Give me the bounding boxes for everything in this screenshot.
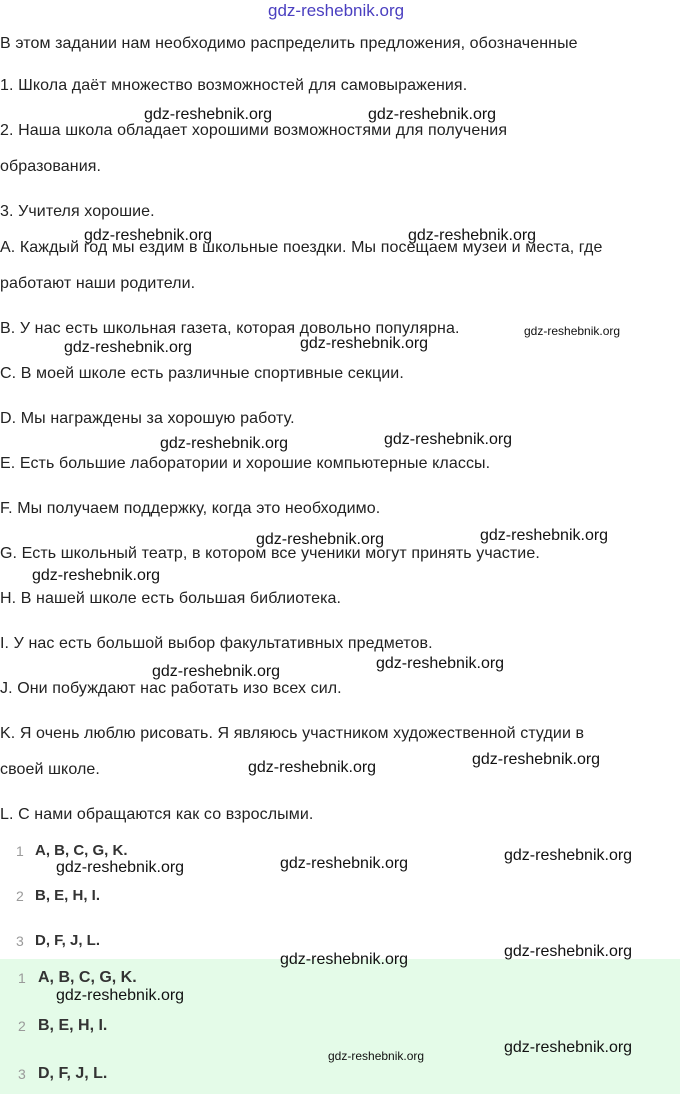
answer-number: 3 — [18, 1066, 26, 1082]
sentence-i: I. У нас есть большой выбор факультативных предметов. — [0, 635, 433, 652]
sentence-b: B. У нас есть школьная газета, которая довольно популярна. — [0, 320, 460, 337]
watermark: gdz-reshebnik.org — [368, 106, 497, 123]
sentence-k: K. Я очень люблю рисовать. Я являюсь участником художественной студии в — [0, 725, 585, 742]
intro-text: В этом задании нам необходимо распределить предложения, обозначенные — [0, 35, 578, 52]
watermark: gdz-reshebnik.org — [472, 751, 601, 768]
watermark: gdz-reshebnik.org — [56, 859, 185, 876]
watermark: gdz-reshebnik.org — [280, 951, 409, 968]
statement-2-cont: образования. — [0, 158, 102, 175]
answer-number: 2 — [16, 888, 24, 904]
watermark: gdz-reshebnik.org — [280, 855, 409, 872]
watermark: gdz-reshebnik.org — [256, 531, 385, 548]
sentence-l: L. С нами обращаются как со взрослыми. — [0, 806, 314, 823]
sentence-k-cont: своей школе. — [0, 761, 100, 778]
sentence-d: D. Мы награждены за хорошую работу. — [0, 410, 295, 427]
watermark: gdz-reshebnik.org — [504, 847, 633, 864]
watermark: gdz-reshebnik.org — [384, 431, 513, 448]
watermark: gdz-reshebnik.org — [160, 435, 289, 452]
answer-value: B, E, H, I. — [35, 887, 101, 904]
sentence-j: J. Они побуждают нас работать изо всех сил. — [0, 680, 342, 697]
answer-value: A, B, C, G, K. — [35, 842, 128, 859]
watermark: gdz-reshebnik.org — [480, 527, 609, 544]
statement-3: 3. Учителя хорошие. — [0, 203, 155, 220]
watermark: gdz-reshebnik.org — [144, 106, 273, 123]
sentence-f: F. Мы получаем поддержку, когда это необходимо. — [0, 500, 381, 517]
sentence-a: A. Каждый год мы ездим в школьные поездки. Мы посещаем музеи и места, где — [0, 239, 603, 256]
answer-value: D, F, J, L. — [35, 932, 101, 949]
watermark: gdz-reshebnik.org — [32, 567, 161, 584]
watermark: gdz-reshebnik.org — [152, 663, 281, 680]
answer-value: B, E, H, I. — [38, 1017, 108, 1034]
answer-number: 1 — [18, 970, 26, 986]
watermark: gdz-reshebnik.org — [504, 1039, 633, 1056]
watermark: gdz-reshebnik.org — [64, 339, 193, 356]
sentence-c: C. В моей школе есть различные спортивные секции. — [0, 365, 404, 382]
watermark: gdz-reshebnik.org — [248, 759, 377, 776]
watermark: gdz-reshebnik.org — [56, 987, 185, 1004]
answer-number: 2 — [18, 1018, 26, 1034]
watermark: gdz-reshebnik.org — [84, 227, 213, 244]
statement-1: 1. Школа даёт множество возможностей для самовыражения. — [0, 77, 468, 94]
watermark: gdz-reshebnik.org — [376, 655, 505, 672]
sentence-a-cont: работают наши родители. — [0, 275, 196, 292]
answer-number: 3 — [16, 933, 24, 949]
sentence-g: G. Есть школьный театр, в котором все ученики могут принять участие. — [0, 545, 540, 562]
answer-value: D, F, J, L. — [38, 1065, 108, 1082]
statement-2: 2. Наша школа обладает хорошими возможностями для получения — [0, 122, 508, 139]
answer-value: A, B, C, G, K. — [38, 969, 137, 986]
watermark: gdz-reshebnik.org — [504, 943, 633, 960]
watermark: gdz-reshebnik.org — [524, 324, 621, 338]
watermark: gdz-reshebnik.org — [300, 335, 429, 352]
sentence-e: E. Есть большие лаборатории и хорошие компьютерные классы. — [0, 455, 491, 472]
watermark: gdz-reshebnik.org — [328, 1049, 425, 1063]
watermark: gdz-reshebnik.org — [408, 227, 537, 244]
watermark: gdz-reshebnik.org — [268, 1, 405, 20]
answer-number: 1 — [16, 843, 24, 859]
sentence-h: H. В нашей школе есть большая библиотека. — [0, 590, 342, 607]
